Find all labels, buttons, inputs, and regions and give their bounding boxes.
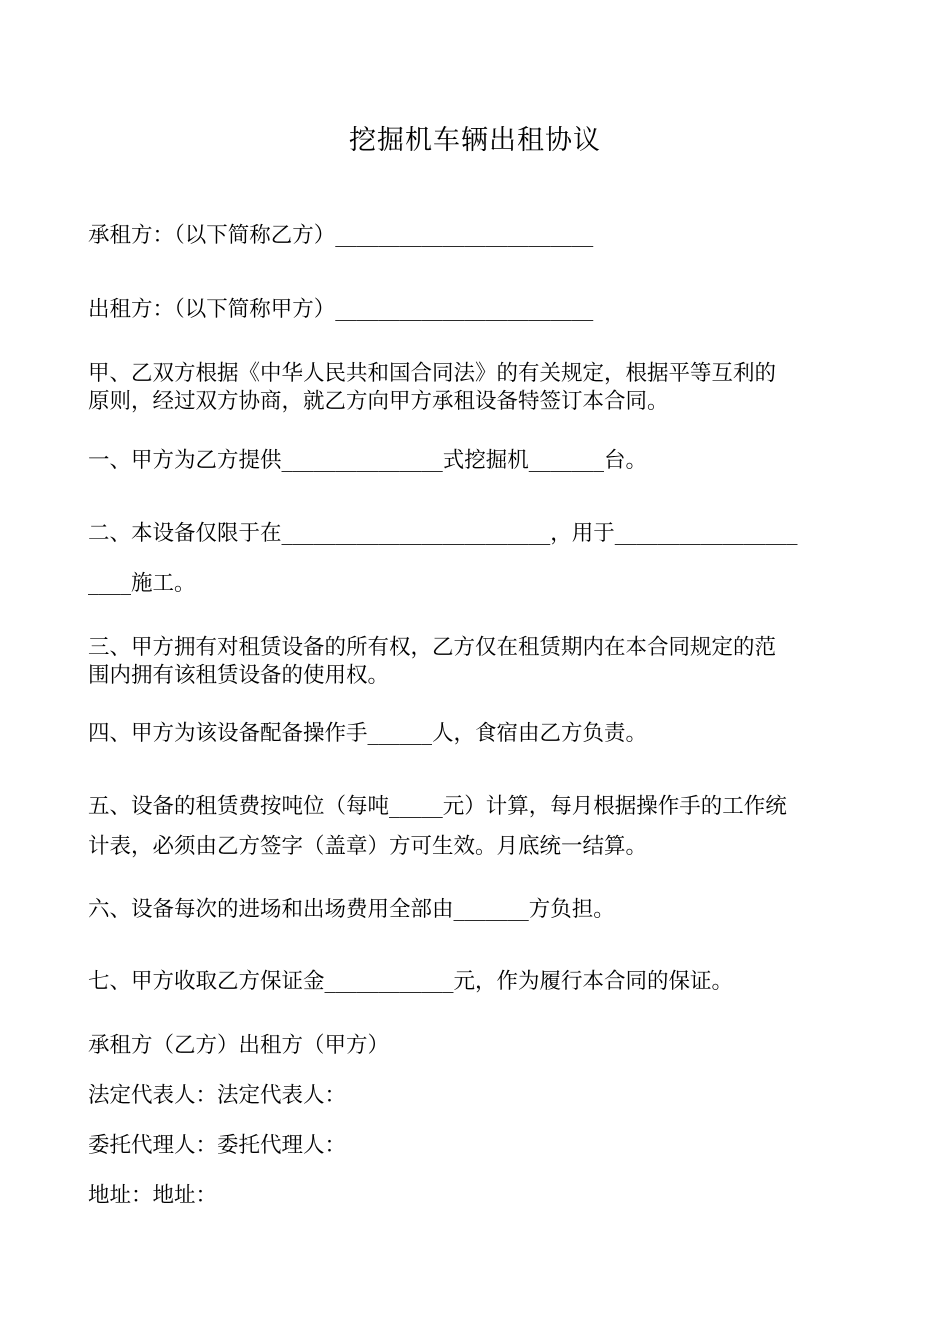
clause-7: 七、甲方收取乙方保证金____________元，作为履行本合同的保证。 <box>88 969 734 994</box>
clause-2-line-1: 二、本设备仅限于在_________________________，用于_________________ <box>88 521 798 546</box>
clause-5-line-1: 五、设备的租赁费按吨位（每吨_____元）计算，每月根据操作手的工作统 <box>88 794 787 819</box>
signature-parties: 承租方（乙方）出租方（甲方） <box>88 1033 390 1058</box>
clause-5-line-2: 计表，必须由乙方签字（盖章）方可生效。月底统一结算。 <box>88 834 648 859</box>
intro-line-1: 甲、乙双方根据《中华人民共和国合同法》的有关规定，根据平等互利的 <box>88 361 777 386</box>
document-title: 挖掘机车辆出租协议 <box>349 125 601 156</box>
clause-1: 一、甲方为乙方提供_______________式挖掘机_______台。 <box>88 448 648 473</box>
intro-paragraph <box>88 360 868 416</box>
clause-3 <box>88 634 868 690</box>
clause-4: 四、甲方为该设备配备操作手______人，食宿由乙方负责。 <box>88 721 648 746</box>
clause-3-line-1: 三、甲方拥有对租赁设备的所有权，乙方仅在租赁期内在本合同规定的范 <box>88 635 777 660</box>
lessee-line: 承租方：（以下简称乙方）________________________ <box>88 223 594 248</box>
intro-line-2: 原则，经过双方协商，就乙方向甲方承租设备特签订本合同。 <box>88 389 669 414</box>
clause-6: 六、设备每次的进场和出场费用全部由_______方负担。 <box>88 897 615 922</box>
signature-agent: 委托代理人：委托代理人： <box>88 1133 347 1158</box>
lessor-line: 出租方：（以下简称甲方）________________________ <box>88 297 594 322</box>
signature-legal-rep: 法定代表人：法定代表人： <box>88 1083 347 1108</box>
clause-3-line-2: 围内拥有该租赁设备的使用权。 <box>88 663 390 688</box>
clause-2-line-2: ____施工。 <box>88 571 196 596</box>
signature-address: 地址：地址： <box>88 1183 218 1208</box>
